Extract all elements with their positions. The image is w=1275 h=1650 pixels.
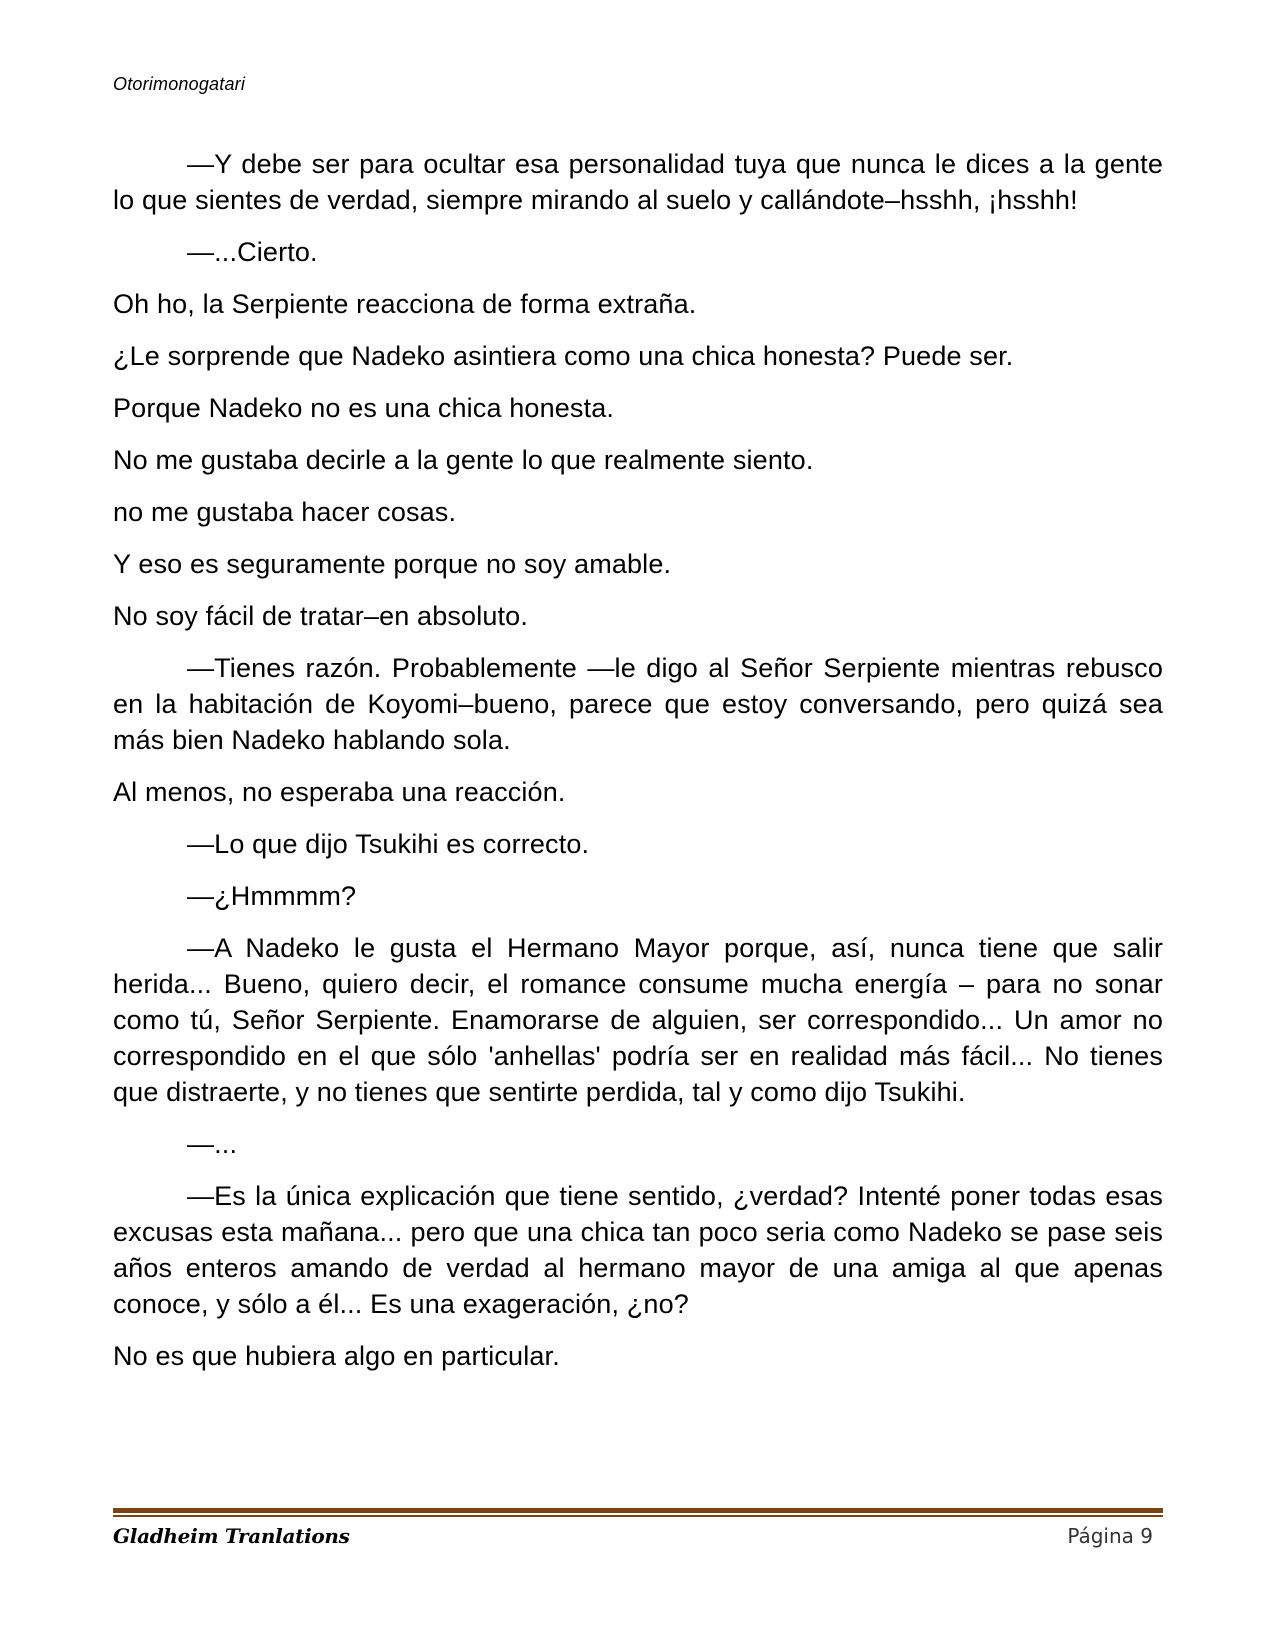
- paragraph: ¿Le sorprende que Nadeko asintiera como una chica honesta? Puede ser.: [113, 341, 1014, 371]
- paragraph: no me gustaba hacer cosas.: [113, 497, 457, 527]
- page-body: [113, 146, 1163, 1390]
- paragraph: No es que hubiera algo en particular.: [113, 1341, 560, 1371]
- footer-credit: Gladheim Tranlations: [113, 1524, 350, 1548]
- paragraph: Porque Nadeko no es una chica honesta.: [113, 393, 615, 423]
- paragraph: No me gustaba decirle a la gente lo que realmente siento.: [113, 445, 814, 475]
- paragraph: —Y debe ser para ocultar esa personalidad tuya que nunca le dices a la gente lo que sientes de verdad, siempre mirando al suelo y callándote–hsshh, ¡hsshh!: [113, 149, 1163, 215]
- paragraph: Al menos, no esperaba una reacción.: [113, 777, 566, 807]
- paragraph: —Tienes razón. Probablemente —le digo al Señor Serpiente mientras rebusco en la habitación de Koyomi–bueno, parece que estoy conversando, pero quizá sea más bien Nadeko hablando sola.: [113, 653, 1163, 755]
- paragraph: Y eso es seguramente porque no soy amable.: [113, 549, 672, 579]
- footer-divider-thin: [113, 1515, 1163, 1517]
- page-number: Página 9: [1067, 1524, 1153, 1548]
- paragraph: No soy fácil de tratar–en absoluto.: [113, 601, 528, 631]
- paragraph: —...Cierto.: [187, 237, 318, 267]
- paragraph: —Es la única explicación que tiene sentido, ¿verdad? Intenté poner todas esas excusas esta mañana... pero que una chica tan poco seria como Nadeko se pase seis años enteros amando de verdad al hermano mayor de una amiga al que apenas conoce, y sólo a él... Es una exageración, ¿no?: [113, 1181, 1163, 1319]
- paragraph: —¿Hmmmm?: [187, 881, 357, 911]
- footer-divider: [113, 1508, 1163, 1517]
- paragraph: —Lo que dijo Tsukihi es correcto.: [187, 829, 590, 859]
- paragraph: —...: [187, 1129, 238, 1159]
- page-header-title: Otorimonogatari: [113, 74, 246, 94]
- paragraph: Oh ho, la Serpiente reacciona de forma extraña.: [113, 289, 697, 319]
- paragraph: —A Nadeko le gusta el Hermano Mayor porque, así, nunca tiene que salir herida... Bueno, quiero decir, el romance consume mucha energía – para no sonar como tú, Señor Serpiente. Enamorarse de alguien, ser correspondido... Un amor no correspondido en el que sólo 'anhellas' podría ser en realidad más fácil... No tienes que distraerte, y no tienes que sentirte perdida, tal y como dijo Tsukihi.: [113, 933, 1163, 1107]
